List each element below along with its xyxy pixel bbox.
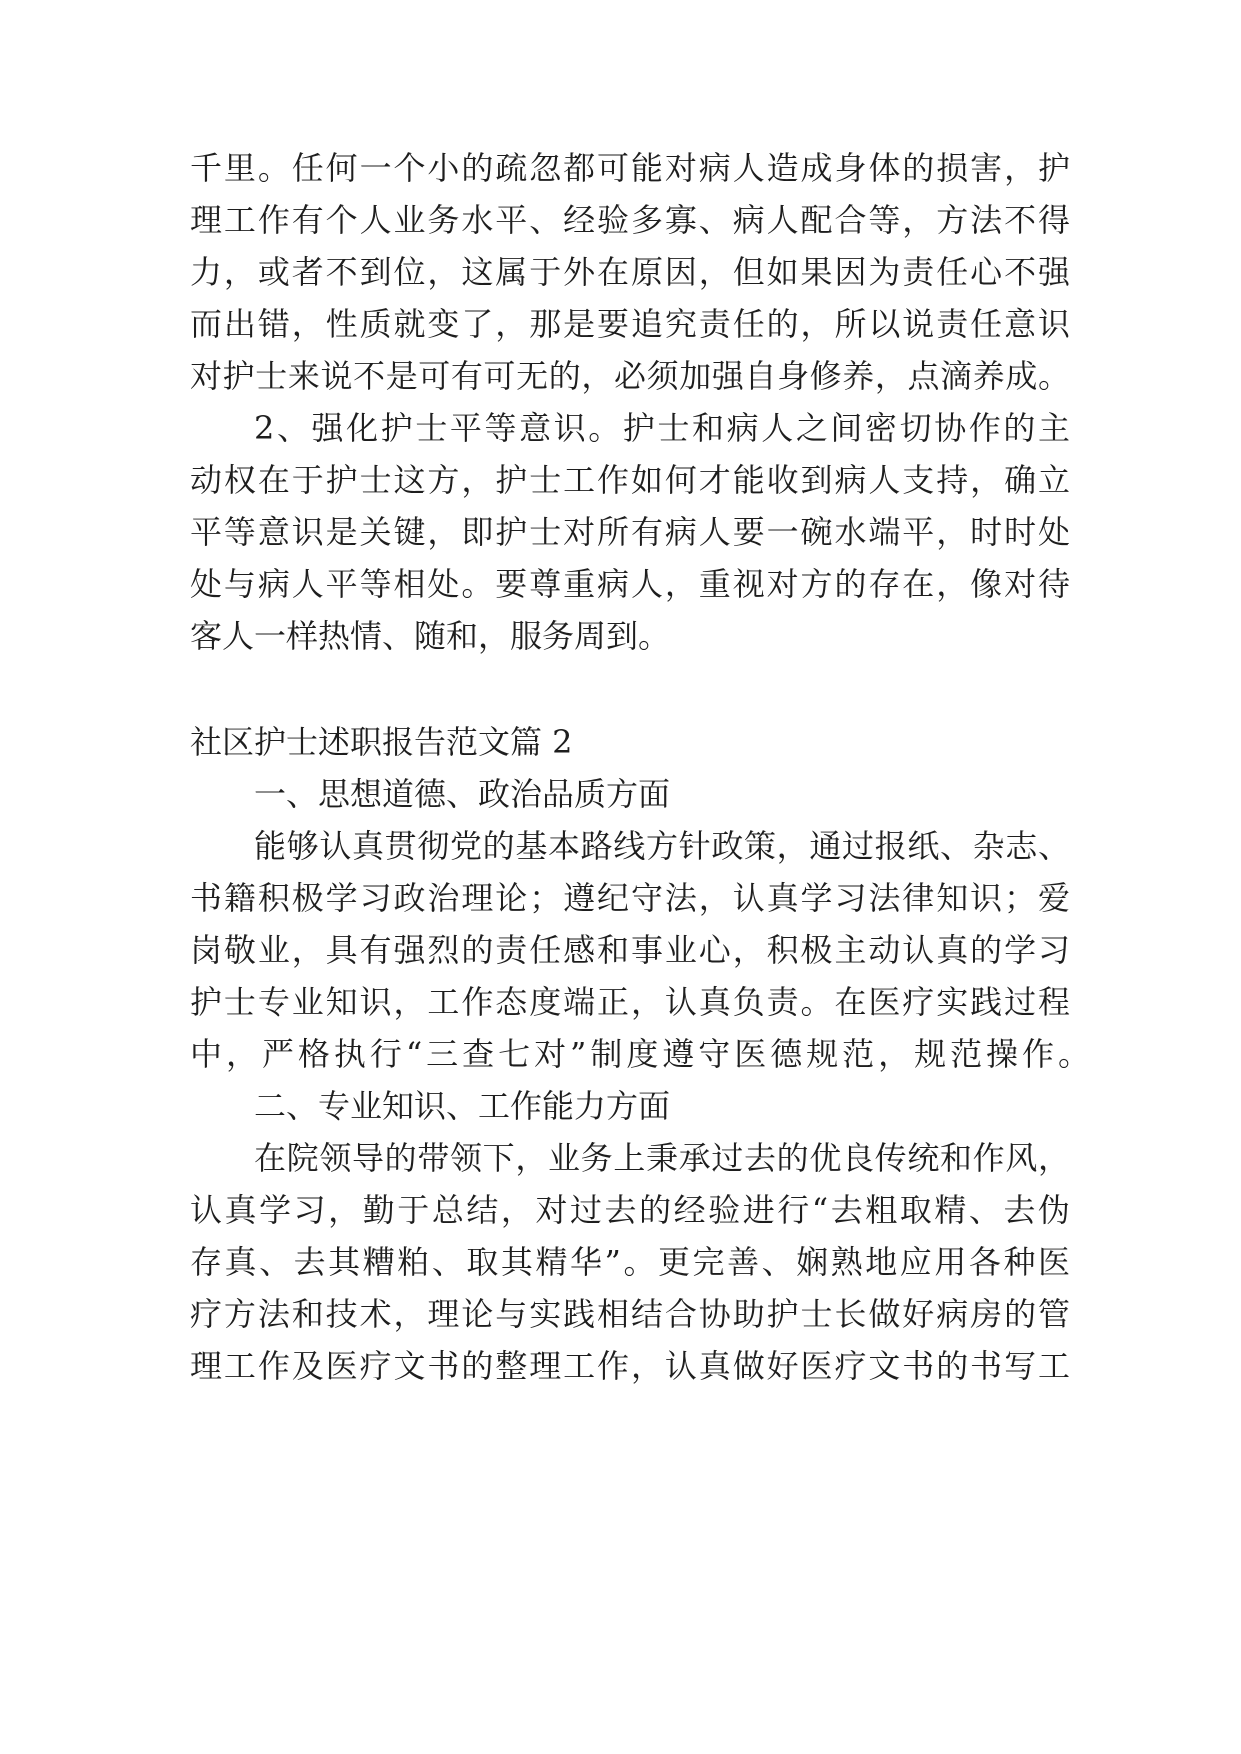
paragraph-line: 动权在于护士这方，护士工作如何才能收到病人支持，确立: [190, 461, 1070, 499]
subsection-heading: 二、专业知识、工作能力方面: [254, 1087, 671, 1125]
paragraph-line: 理工作有个人业务水平、经验多寡、病人配合等，方法不得: [190, 201, 1070, 239]
paragraph-line: 在院领导的带领下，业务上秉承过去的优良传统和作风，: [254, 1139, 1070, 1177]
paragraph-line: 平等意识是关键，即护士对所有病人要一碗水端平，时时处: [190, 513, 1070, 551]
paragraph-line: 处与病人平等相处。要尊重病人，重视对方的存在，像对待: [190, 565, 1070, 603]
paragraph-line: 书籍积极学习政治理论；遵纪守法，认真学习法律知识；爱: [190, 879, 1070, 917]
paragraph-line: 存真、去其糟粕、取其精华”。更完善、娴熟地应用各种医: [190, 1243, 1070, 1281]
paragraph-line: 而出错，性质就变了，那是要追究责任的，所以说责任意识: [190, 305, 1070, 343]
paragraph-line: 岗敬业，具有强烈的责任感和事业心，积极主动认真的学习: [190, 931, 1070, 969]
section-heading: 社区护士述职报告范文篇 2: [190, 723, 573, 761]
paragraph-line: 对护士来说不是可有可无的，必须加强自身修养，点滴养成。: [190, 357, 1070, 395]
paragraph-line: 疗方法和技术，理论与实践相结合协助护士长做好病房的管: [190, 1295, 1070, 1333]
subsection-heading: 一、思想道德、政治品质方面: [254, 775, 671, 813]
paragraph-line: 能够认真贯彻党的基本路线方针政策，通过报纸、杂志、: [254, 827, 1070, 865]
paragraph-line: 护士专业知识，工作态度端正，认真负责。在医疗实践过程: [190, 983, 1070, 1021]
paragraph-line: 理工作及医疗文书的整理工作，认真做好医疗文书的书写工: [190, 1347, 1070, 1385]
paragraph-line: 千里。任何一个小的疏忽都可能对病人造成身体的损害，护: [190, 149, 1070, 187]
paragraph-line: 中，严格执行“三查七对”制度遵守医德规范，规范操作。: [190, 1035, 1090, 1073]
paragraph-line: 客人一样热情、随和，服务周到。: [190, 617, 671, 655]
paragraph-line: 2、强化护士平等意识。护士和病人之间密切协作的主: [254, 409, 1070, 447]
paragraph-line: 认真学习，勤于总结，对过去的经验进行“去粗取精、去伪: [190, 1191, 1070, 1229]
paragraph-line: 力，或者不到位，这属于外在原因，但如果因为责任心不强: [190, 253, 1070, 291]
